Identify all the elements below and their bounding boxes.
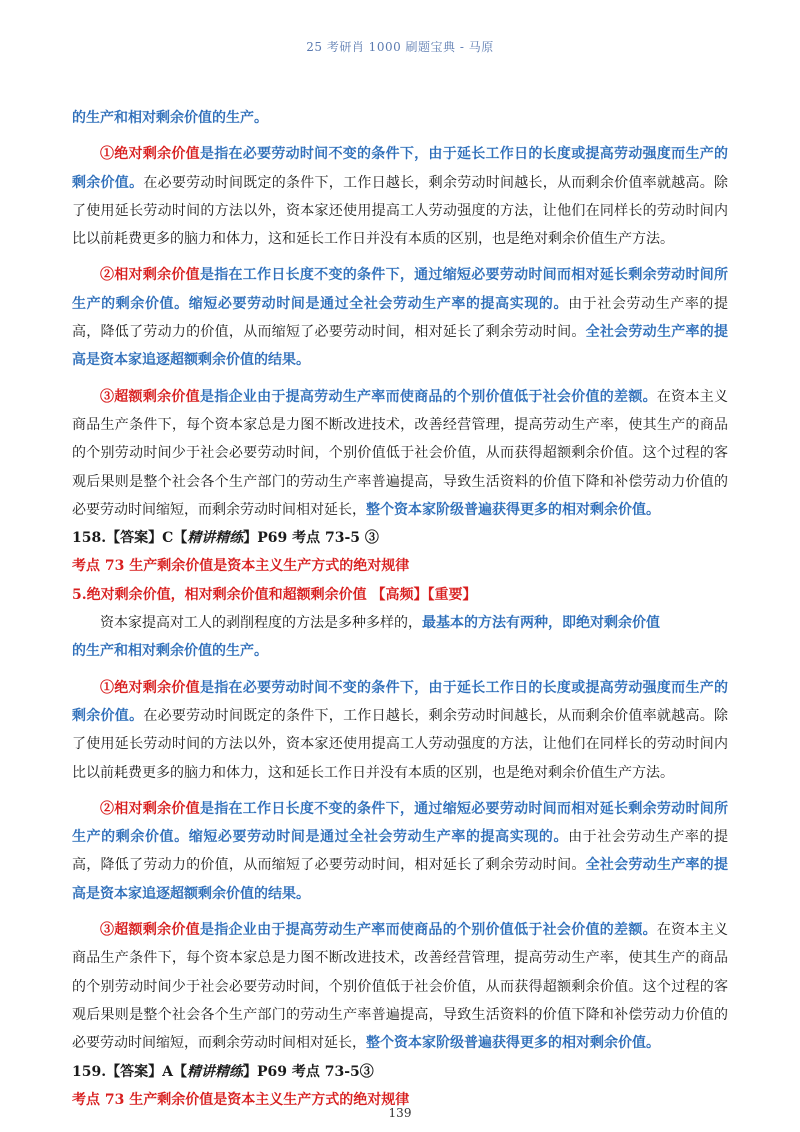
text-span: ③超额剩余价值 <box>100 922 200 939</box>
text-span: 159.【答案】A【 <box>72 1063 187 1080</box>
paragraph <box>72 383 728 524</box>
text-span: ①绝对剩余价值 <box>100 146 200 163</box>
text-span: 的生产和相对剩余价值的生产。 <box>72 643 268 660</box>
text-span: 全社会劳动生产率的提高是资本家追逐超额剩余价值的结果。 <box>72 857 729 902</box>
text-span: 是指企业由于提高劳动生产率而使商品的个别价值低于社会价值的差额。 <box>199 388 657 405</box>
document-body <box>72 104 728 1114</box>
text-span: 是指在工作日长度不变的条件下，通过缩短必要劳动时间而相对延长剩余劳动时间所生产的剩余价值。缩短必要劳动时间是通过全社会劳动生产率的提高实现的。 <box>72 800 728 846</box>
text-span: 是指在工作日长度不变的条件下，通过缩短必要劳动时间而相对延长剩余劳动时间所生产的剩余价值。缩短必要劳动时间是通过全社会劳动生产率的提高实现的。 <box>72 267 728 312</box>
paragraph <box>72 637 728 665</box>
text-span: 是指在必要劳动时间不变的条件下，由于延长工作日的长度或提高劳动强度而生产的剩余价值。 <box>72 146 728 191</box>
text-span: 的生产和相对剩余价值的生产。 <box>72 110 268 126</box>
answer-line <box>72 524 728 552</box>
text-span: 考点 73 生产剩余价值是资本主义生产方式的绝对规律 <box>72 1091 410 1108</box>
text-span: 】P69 考点 73-5 ③ <box>243 530 379 547</box>
answer-line <box>72 1058 728 1086</box>
text-span: 是指在必要劳动时间不变的条件下，由于延长工作日的长度或提高劳动强度而生产的剩余价值。 <box>72 679 728 724</box>
text-span: 在资本主义商品生产条件下，每个资本家总是力图不断改进技术，改善经营管理，提高劳动生产率，使其生产的商品的个别劳动时间少于社会必要劳动时间，个别价值低于社会价值，从而获得超额剩余价值。这个过程的客观后果则是整个社会各个生产部门的劳动生产率普遍提高，导致生活资料的价值下降和补偿劳动力价值的必要劳动时间缩短，而剩余劳动时间相对延长， <box>72 922 729 1052</box>
text-span: 由于社会劳动生产率的提高，降低了劳动力的价值，从而缩短了必要劳动时间，相对延长了剩余劳动时间。 <box>72 829 729 874</box>
text-span: ①绝对剩余价值 <box>100 679 200 696</box>
paragraph <box>72 140 728 253</box>
text-span: 5.绝对剩余价值，相对剩余价值和超额剩余价值 【高频】【重要】 <box>72 586 477 603</box>
page-number: 139 <box>388 1106 412 1120</box>
text-span: 最基本的方法有两种，即绝对剩余价值 <box>422 615 660 632</box>
text-span: 全社会劳动生产率的提高是资本家追逐超额剩余价值的结果。 <box>72 324 729 369</box>
paragraph <box>72 104 728 132</box>
text-span: 在资本主义商品生产条件下，每个资本家总是力图不断改进技术，改善经营管理，提高劳动生产率，使其生产的商品的个别劳动时间少于社会必要劳动时间，个别价值低于社会价值，从而获得超额剩余价值。这个过程的客观后果则是整个社会各个生产部门的劳动生产率普遍提高，导致生活资料的价值下降和补偿劳动力价值的必要劳动时间缩短，而剩余劳动时间相对延长， <box>72 388 729 518</box>
text-span: 精讲精练 <box>187 530 244 547</box>
text-span: ②相对剩余价值 <box>100 800 200 817</box>
text-span: 在必要劳动时间既定的条件下，工作日越长，剩余劳动时间越长，从而剩余价值率就越高。除了使用延长劳动时间的方法以外，资本家还使用提高工人劳动强度的方法，让他们在同样长的劳动时间内比以前耗费更多的脑力和体力，这和延长工作日并没有本质的区别，也是绝对剩余价值生产方法。 <box>72 174 729 248</box>
paragraph <box>72 795 728 908</box>
text-span: 158.【答案】C【 <box>72 530 188 547</box>
text-span: 整个资本家阶级普遍获得更多的相对剩余价值。 <box>366 1035 660 1052</box>
paragraph <box>72 674 728 787</box>
text-span: ②相对剩余价值 <box>100 267 200 284</box>
topic-heading <box>72 552 728 580</box>
text-span: 资本家提高对工人的剥削程度的方法是多种多样的， <box>100 615 422 632</box>
text-span: 由于社会劳动生产率的提高，降低了劳动力的价值，从而缩短了必要劳动时间，相对延长了剩余劳动时间。 <box>72 295 729 341</box>
paragraph <box>72 609 728 637</box>
text-span: 在必要劳动时间既定的条件下，工作日越长，剩余劳动时间越长，从而剩余价值率就越高。除了使用延长劳动时间的方法以外，资本家还使用提高工人劳动强度的方法，让他们在同样长的劳动时间内比以前耗费更多的脑力和体力，这和延长工作日并没有本质的区别，也是绝对剩余价值生产方法。 <box>72 707 729 781</box>
text-span: 是指企业由于提高劳动生产率而使商品的个别价值低于社会价值的差额。 <box>199 922 657 939</box>
page-header: 25 考研肖 1000 刷题宝典 - 马原 <box>306 40 494 54</box>
paragraph <box>72 261 728 374</box>
topic-heading <box>72 581 728 609</box>
text-span: 精讲精练 <box>186 1063 243 1080</box>
text-span: 考点 73 生产剩余价值是资本主义生产方式的绝对规律 <box>72 558 410 575</box>
text-span: 整个资本家阶级普遍获得更多的相对剩余价值。 <box>366 501 660 518</box>
paragraph <box>72 916 728 1057</box>
text-span: 】P69 考点 73-5③ <box>242 1063 374 1080</box>
text-span: ③超额剩余价值 <box>100 388 200 405</box>
